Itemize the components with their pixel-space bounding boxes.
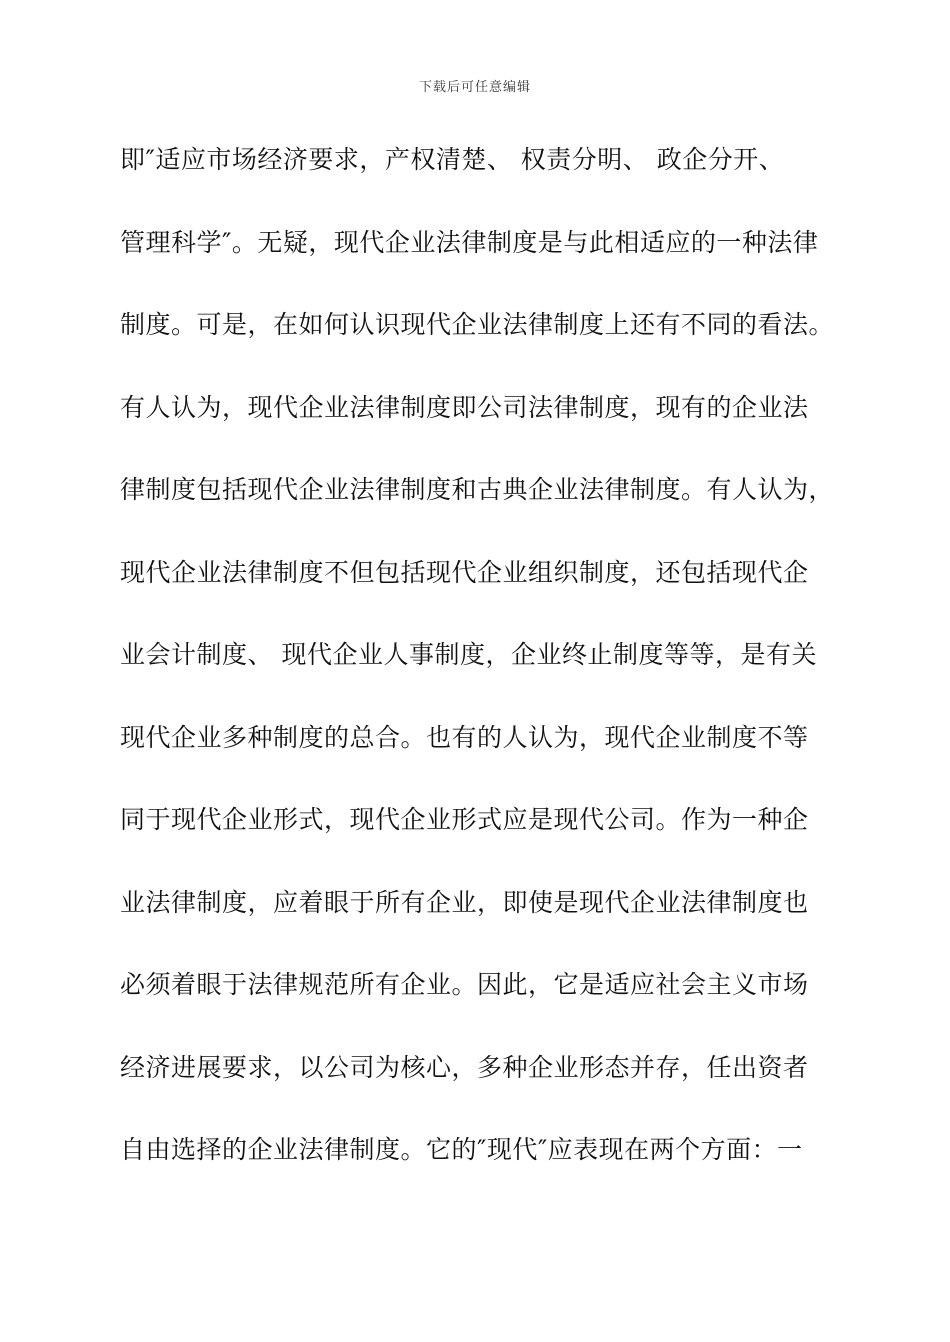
text-line: 同于现代企业形式，现代企业形式应是现代公司。作为一种企 [120,805,809,834]
text-line: 即″适应市场经济要求，产权清楚、 权责分明、 政企分开、 [120,145,785,174]
text-line: 自由选择的企业法律制度。它的″现代″应表现在两个方面：一 [120,1135,803,1164]
text-line: 现代企业法律制度不但包括现代企业组织制度，还包括现代企 [120,557,809,587]
text-line: 有人认为，现代企业法律制度即公司法律制度，现有的企业法 [120,392,809,422]
text-line: 律制度包括现代企业法律制度和古典企业法律制度。有人认为， [120,475,835,504]
text-line: 管理科学″。无疑，现代企业法律制度是与此相适应的一种法律 [120,227,819,257]
text-line: 经济进展要求，以公司为核心，多种企业形态并存，任出资者 [120,1052,809,1082]
page-header: 下载后可任意编辑 [418,80,531,95]
text-line: 必须着眼于法律规范所有企业。因此，它是适应社会主义市场 [120,970,809,999]
text-line: 制度。可是，在如何认识现代企业法律制度上还有不同的看法。 [120,310,835,339]
text-line: 现代企业多种制度的总合。也有的人认为，现代企业制度不等 [120,722,809,752]
text-line: 业会计制度、 现代企业人事制度，企业终止制度等等，是有关 [120,640,817,669]
document-body [120,134,850,1207]
text-line: 业法律制度，应着眼于所有企业，即使是现代企业法律制度也 [120,887,809,917]
